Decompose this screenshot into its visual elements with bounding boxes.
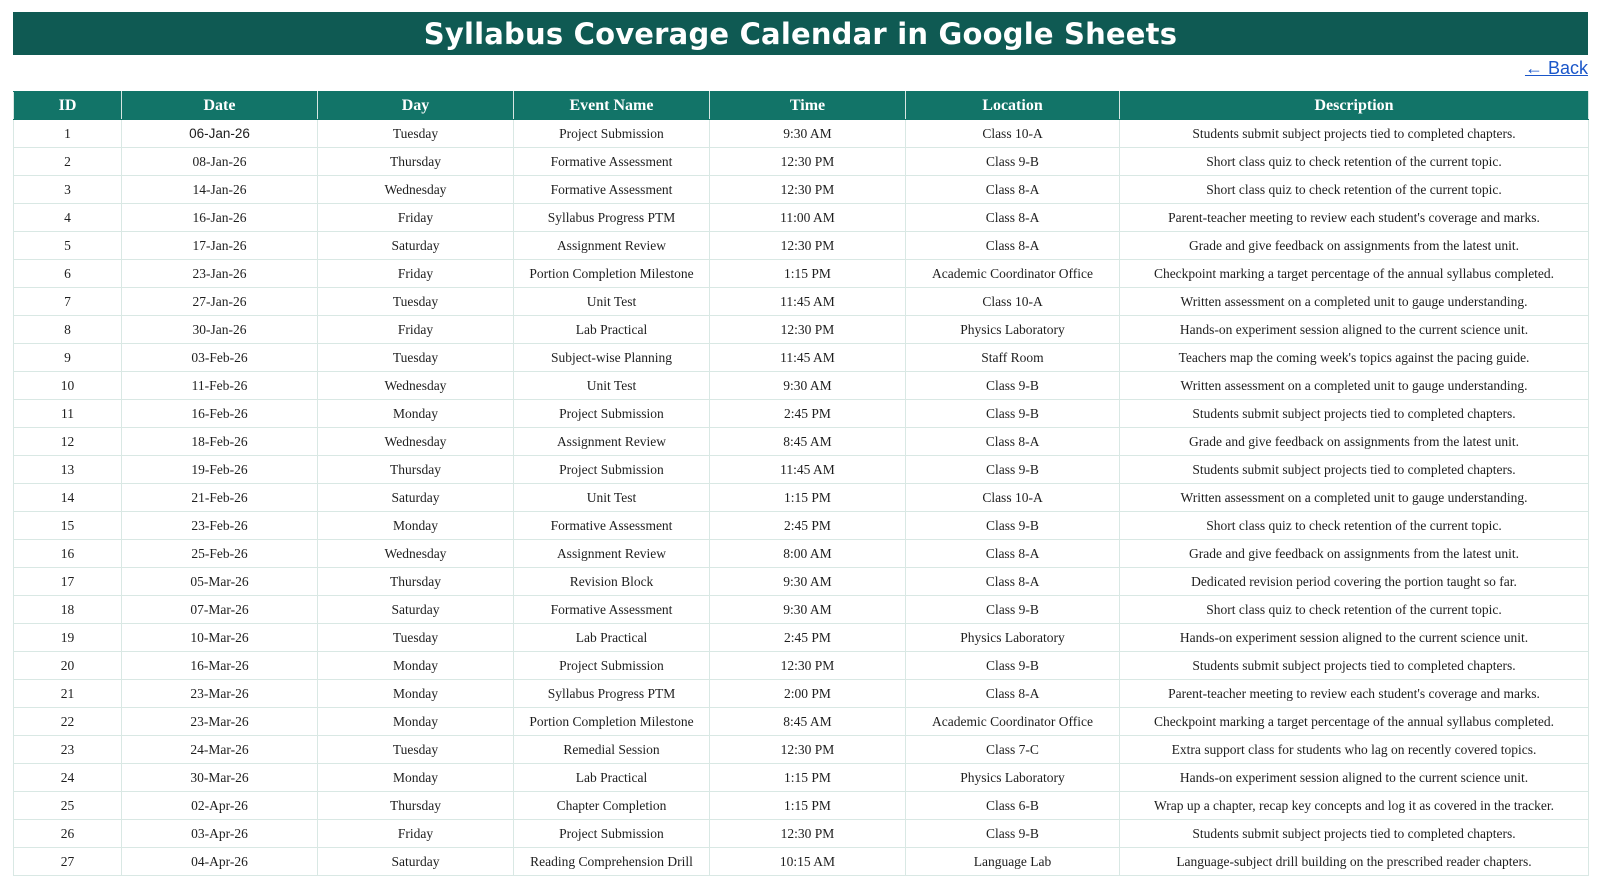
- cell-date[interactable]: 25-Feb-26: [122, 540, 318, 568]
- cell-event-name[interactable]: Lab Practical: [514, 764, 710, 792]
- cell-description[interactable]: Short class quiz to check retention of the current topic.: [1120, 176, 1589, 204]
- cell-location[interactable]: Class 8-A: [906, 176, 1120, 204]
- cell-event-name[interactable]: Unit Test: [514, 372, 710, 400]
- cell-description[interactable]: Written assessment on a completed unit to gauge understanding.: [1120, 288, 1589, 316]
- cell-day[interactable]: Tuesday: [318, 736, 514, 764]
- cell-id[interactable]: 19: [14, 624, 122, 652]
- cell-description[interactable]: Students submit subject projects tied to completed chapters.: [1120, 456, 1589, 484]
- column-header-day[interactable]: Day: [318, 92, 514, 120]
- cell-event-name[interactable]: Revision Block: [514, 568, 710, 596]
- column-header-location[interactable]: Location: [906, 92, 1120, 120]
- cell-date[interactable]: 08-Jan-26: [122, 148, 318, 176]
- cell-event-name[interactable]: Formative Assessment: [514, 148, 710, 176]
- cell-time[interactable]: 12:30 PM: [710, 232, 906, 260]
- table-row: [14, 708, 1589, 736]
- cell-location[interactable]: Class 9-B: [906, 372, 1120, 400]
- cell-day[interactable]: Friday: [318, 316, 514, 344]
- cell-event-name[interactable]: Lab Practical: [514, 316, 710, 344]
- cell-description[interactable]: Hands-on experiment session aligned to the current science unit.: [1120, 624, 1589, 652]
- cell-id[interactable]: 15: [14, 512, 122, 540]
- cell-event-name[interactable]: Assignment Review: [514, 232, 710, 260]
- cell-location[interactable]: Class 8-A: [906, 540, 1120, 568]
- cell-location[interactable]: Academic Coordinator Office: [906, 708, 1120, 736]
- table-row: [14, 372, 1589, 400]
- cell-date[interactable]: 19-Feb-26: [122, 456, 318, 484]
- cell-id[interactable]: 14: [14, 484, 122, 512]
- back-link[interactable]: ← Back: [1524, 58, 1588, 78]
- cell-description[interactable]: Checkpoint marking a target percentage of the annual syllabus completed.: [1120, 708, 1589, 736]
- cell-day[interactable]: Wednesday: [318, 428, 514, 456]
- cell-description[interactable]: Short class quiz to check retention of the current topic.: [1120, 512, 1589, 540]
- cell-description[interactable]: Short class quiz to check retention of the current topic.: [1120, 148, 1589, 176]
- cell-description[interactable]: Language-subject drill building on the prescribed reader chapters.: [1120, 848, 1589, 876]
- cell-time[interactable]: 10:15 AM: [710, 848, 906, 876]
- cell-time[interactable]: 8:45 AM: [710, 708, 906, 736]
- table-row: [14, 344, 1589, 372]
- cell-event-name[interactable]: Project Submission: [514, 400, 710, 428]
- cell-date[interactable]: 10-Mar-26: [122, 624, 318, 652]
- cell-date[interactable]: 07-Mar-26: [122, 596, 318, 624]
- cell-date[interactable]: 18-Feb-26: [122, 428, 318, 456]
- cell-day[interactable]: Monday: [318, 512, 514, 540]
- cell-event-name[interactable]: Syllabus Progress PTM: [514, 680, 710, 708]
- table-row: [14, 260, 1589, 288]
- table-row: [14, 120, 1589, 148]
- cell-day[interactable]: Wednesday: [318, 372, 514, 400]
- cell-id[interactable]: 4: [14, 204, 122, 232]
- cell-date[interactable]: 05-Mar-26: [122, 568, 318, 596]
- cell-time[interactable]: 1:15 PM: [710, 764, 906, 792]
- cell-time[interactable]: 1:15 PM: [710, 792, 906, 820]
- cell-location[interactable]: Class 9-B: [906, 820, 1120, 848]
- cell-event-name[interactable]: Syllabus Progress PTM: [514, 204, 710, 232]
- cell-description[interactable]: Students submit subject projects tied to completed chapters.: [1120, 120, 1589, 148]
- cell-location[interactable]: Class 8-A: [906, 232, 1120, 260]
- cell-id[interactable]: 7: [14, 288, 122, 316]
- cell-location[interactable]: Class 9-B: [906, 596, 1120, 624]
- cell-date[interactable]: 23-Mar-26: [122, 708, 318, 736]
- cell-day[interactable]: Tuesday: [318, 624, 514, 652]
- cell-date[interactable]: 06-Jan-26: [122, 120, 318, 148]
- cell-date[interactable]: 16-Mar-26: [122, 652, 318, 680]
- cell-location[interactable]: Physics Laboratory: [906, 316, 1120, 344]
- cell-date[interactable]: 02-Apr-26: [122, 792, 318, 820]
- cell-day[interactable]: Wednesday: [318, 176, 514, 204]
- cell-id[interactable]: 22: [14, 708, 122, 736]
- page-title: Syllabus Coverage Calendar in Google Sheets: [423, 16, 1178, 51]
- cell-location[interactable]: Class 10-A: [906, 484, 1120, 512]
- table-row: [14, 624, 1589, 652]
- cell-description[interactable]: Grade and give feedback on assignments from the latest unit.: [1120, 428, 1589, 456]
- cell-time[interactable]: 8:00 AM: [710, 540, 906, 568]
- column-header-description[interactable]: Description: [1120, 92, 1589, 120]
- cell-location[interactable]: Class 7-C: [906, 736, 1120, 764]
- cell-location[interactable]: Staff Room: [906, 344, 1120, 372]
- table-body: [14, 120, 1589, 876]
- cell-location[interactable]: Class 8-A: [906, 680, 1120, 708]
- cell-location[interactable]: Class 8-A: [906, 568, 1120, 596]
- cell-description[interactable]: Grade and give feedback on assignments from the latest unit.: [1120, 540, 1589, 568]
- cell-location[interactable]: Class 8-A: [906, 428, 1120, 456]
- cell-day[interactable]: Monday: [318, 652, 514, 680]
- table-row: [14, 316, 1589, 344]
- table-row: [14, 288, 1589, 316]
- cell-event-name[interactable]: Subject-wise Planning: [514, 344, 710, 372]
- cell-day[interactable]: Thursday: [318, 148, 514, 176]
- cell-location[interactable]: Physics Laboratory: [906, 624, 1120, 652]
- cell-time[interactable]: 12:30 PM: [710, 652, 906, 680]
- cell-date[interactable]: 03-Feb-26: [122, 344, 318, 372]
- table-row: [14, 232, 1589, 260]
- cell-description[interactable]: Hands-on experiment session aligned to the current science unit.: [1120, 316, 1589, 344]
- cell-description[interactable]: Dedicated revision period covering the portion taught so far.: [1120, 568, 1589, 596]
- cell-location[interactable]: Language Lab: [906, 848, 1120, 876]
- cell-day[interactable]: Monday: [318, 400, 514, 428]
- cell-description[interactable]: Teachers map the coming week's topics against the pacing guide.: [1120, 344, 1589, 372]
- cell-description[interactable]: Written assessment on a completed unit to gauge understanding.: [1120, 372, 1589, 400]
- cell-time[interactable]: 2:45 PM: [710, 400, 906, 428]
- cell-date[interactable]: 30-Jan-26: [122, 316, 318, 344]
- column-header-time[interactable]: Time: [710, 92, 906, 120]
- cell-location[interactable]: Class 9-B: [906, 456, 1120, 484]
- cell-description[interactable]: Hands-on experiment session aligned to the current science unit.: [1120, 764, 1589, 792]
- cell-time[interactable]: 2:45 PM: [710, 512, 906, 540]
- cell-date[interactable]: 11-Feb-26: [122, 372, 318, 400]
- cell-date[interactable]: 17-Jan-26: [122, 232, 318, 260]
- cell-id[interactable]: 24: [14, 764, 122, 792]
- cell-time[interactable]: 1:15 PM: [710, 484, 906, 512]
- cell-time[interactable]: 9:30 AM: [710, 120, 906, 148]
- cell-date[interactable]: 23-Feb-26: [122, 512, 318, 540]
- cell-location[interactable]: Class 6-B: [906, 792, 1120, 820]
- cell-description[interactable]: Students submit subject projects tied to completed chapters.: [1120, 400, 1589, 428]
- cell-date[interactable]: 23-Mar-26: [122, 680, 318, 708]
- column-header-date[interactable]: Date: [122, 92, 318, 120]
- cell-day[interactable]: Saturday: [318, 484, 514, 512]
- table-row: [14, 428, 1589, 456]
- cell-day[interactable]: Monday: [318, 708, 514, 736]
- cell-id[interactable]: 6: [14, 260, 122, 288]
- cell-id[interactable]: 1: [14, 120, 122, 148]
- cell-id[interactable]: 20: [14, 652, 122, 680]
- cell-day[interactable]: Thursday: [318, 792, 514, 820]
- cell-description[interactable]: Students submit subject projects tied to completed chapters.: [1120, 652, 1589, 680]
- cell-date[interactable]: 23-Jan-26: [122, 260, 318, 288]
- cell-event-name[interactable]: Remedial Session: [514, 736, 710, 764]
- cell-event-name[interactable]: Formative Assessment: [514, 512, 710, 540]
- cell-id[interactable]: 21: [14, 680, 122, 708]
- table-row: [14, 204, 1589, 232]
- cell-time[interactable]: 9:30 AM: [710, 372, 906, 400]
- table-row: [14, 792, 1589, 820]
- cell-time[interactable]: 9:30 AM: [710, 596, 906, 624]
- cell-id[interactable]: 2: [14, 148, 122, 176]
- table-row: [14, 456, 1589, 484]
- cell-day[interactable]: Saturday: [318, 596, 514, 624]
- cell-date[interactable]: 30-Mar-26: [122, 764, 318, 792]
- table-row: [14, 764, 1589, 792]
- cell-event-name[interactable]: Unit Test: [514, 484, 710, 512]
- cell-date[interactable]: 27-Jan-26: [122, 288, 318, 316]
- cell-id[interactable]: 25: [14, 792, 122, 820]
- cell-day[interactable]: Tuesday: [318, 120, 514, 148]
- cell-event-name[interactable]: Chapter Completion: [514, 792, 710, 820]
- cell-day[interactable]: Friday: [318, 260, 514, 288]
- cell-time[interactable]: 11:45 AM: [710, 456, 906, 484]
- cell-location[interactable]: Class 9-B: [906, 512, 1120, 540]
- cell-day[interactable]: Monday: [318, 680, 514, 708]
- cell-id[interactable]: 5: [14, 232, 122, 260]
- cell-event-name[interactable]: Lab Practical: [514, 624, 710, 652]
- cell-day[interactable]: Friday: [318, 204, 514, 232]
- table-row: [14, 540, 1589, 568]
- cell-event-name[interactable]: Project Submission: [514, 820, 710, 848]
- cell-location[interactable]: Class 8-A: [906, 204, 1120, 232]
- cell-description[interactable]: Wrap up a chapter, recap key concepts and log it as covered in the tracker.: [1120, 792, 1589, 820]
- column-header-event-name[interactable]: Event Name: [514, 92, 710, 120]
- cell-id[interactable]: 16: [14, 540, 122, 568]
- cell-description[interactable]: Extra support class for students who lag on recently covered topics.: [1120, 736, 1589, 764]
- cell-description[interactable]: Parent-teacher meeting to review each student's coverage and marks.: [1120, 204, 1589, 232]
- cell-day[interactable]: Thursday: [318, 456, 514, 484]
- table-row: [14, 568, 1589, 596]
- cell-time[interactable]: 8:45 AM: [710, 428, 906, 456]
- table-row: [14, 176, 1589, 204]
- cell-location[interactable]: Class 10-A: [906, 288, 1120, 316]
- cell-time[interactable]: 11:45 AM: [710, 344, 906, 372]
- table-row: [14, 596, 1589, 624]
- cell-event-name[interactable]: Formative Assessment: [514, 596, 710, 624]
- cell-date[interactable]: 24-Mar-26: [122, 736, 318, 764]
- cell-id[interactable]: 3: [14, 176, 122, 204]
- table-row: [14, 848, 1589, 876]
- cell-location[interactable]: Class 9-B: [906, 400, 1120, 428]
- cell-date[interactable]: 16-Jan-26: [122, 204, 318, 232]
- cell-id[interactable]: 23: [14, 736, 122, 764]
- cell-id[interactable]: 27: [14, 848, 122, 876]
- cell-event-name[interactable]: Project Submission: [514, 456, 710, 484]
- cell-event-name[interactable]: Reading Comprehension Drill: [514, 848, 710, 876]
- cell-date[interactable]: 03-Apr-26: [122, 820, 318, 848]
- column-header-id[interactable]: ID: [14, 92, 122, 120]
- cell-time[interactable]: 11:45 AM: [710, 288, 906, 316]
- table-row: [14, 820, 1589, 848]
- cell-date[interactable]: 21-Feb-26: [122, 484, 318, 512]
- cell-date[interactable]: 04-Apr-26: [122, 848, 318, 876]
- table-row: [14, 148, 1589, 176]
- cell-description[interactable]: Written assessment on a completed unit to gauge understanding.: [1120, 484, 1589, 512]
- table-row: [14, 484, 1589, 512]
- title-bar: [13, 12, 1588, 55]
- cell-time[interactable]: 12:30 PM: [710, 176, 906, 204]
- cell-location[interactable]: Class 9-B: [906, 652, 1120, 680]
- cell-id[interactable]: 17: [14, 568, 122, 596]
- calendar-table: [13, 91, 1589, 876]
- cell-event-name[interactable]: Assignment Review: [514, 540, 710, 568]
- cell-id[interactable]: 12: [14, 428, 122, 456]
- cell-description[interactable]: Checkpoint marking a target percentage of the annual syllabus completed.: [1120, 260, 1589, 288]
- table-row: [14, 652, 1589, 680]
- cell-time[interactable]: 1:15 PM: [710, 260, 906, 288]
- cell-time[interactable]: 2:45 PM: [710, 624, 906, 652]
- cell-time[interactable]: 12:30 PM: [710, 148, 906, 176]
- cell-time[interactable]: 11:00 AM: [710, 204, 906, 232]
- cell-description[interactable]: Parent-teacher meeting to review each student's coverage and marks.: [1120, 680, 1589, 708]
- cell-time[interactable]: 12:30 PM: [710, 736, 906, 764]
- cell-location[interactable]: Class 10-A: [906, 120, 1120, 148]
- cell-id[interactable]: 26: [14, 820, 122, 848]
- table-row: [14, 680, 1589, 708]
- cell-event-name[interactable]: Portion Completion Milestone: [514, 260, 710, 288]
- cell-description[interactable]: Grade and give feedback on assignments from the latest unit.: [1120, 232, 1589, 260]
- cell-event-name[interactable]: Project Submission: [514, 120, 710, 148]
- table-row: [14, 400, 1589, 428]
- cell-location[interactable]: Academic Coordinator Office: [906, 260, 1120, 288]
- cell-day[interactable]: Tuesday: [318, 288, 514, 316]
- cell-event-name[interactable]: Unit Test: [514, 288, 710, 316]
- cell-time[interactable]: 12:30 PM: [710, 820, 906, 848]
- cell-date[interactable]: 16-Feb-26: [122, 400, 318, 428]
- cell-event-name[interactable]: Portion Completion Milestone: [514, 708, 710, 736]
- cell-day[interactable]: Thursday: [318, 568, 514, 596]
- cell-location[interactable]: Class 9-B: [906, 148, 1120, 176]
- header-row: [14, 92, 1589, 120]
- cell-date[interactable]: 14-Jan-26: [122, 176, 318, 204]
- cell-day[interactable]: Tuesday: [318, 344, 514, 372]
- cell-event-name[interactable]: Project Submission: [514, 652, 710, 680]
- cell-id[interactable]: 18: [14, 596, 122, 624]
- cell-event-name[interactable]: Assignment Review: [514, 428, 710, 456]
- cell-day[interactable]: Friday: [318, 820, 514, 848]
- cell-id[interactable]: 10: [14, 372, 122, 400]
- cell-time[interactable]: 12:30 PM: [710, 316, 906, 344]
- table-row: [14, 736, 1589, 764]
- cell-id[interactable]: 9: [14, 344, 122, 372]
- cell-day[interactable]: Saturday: [318, 848, 514, 876]
- table-row: [14, 512, 1589, 540]
- cell-id[interactable]: 8: [14, 316, 122, 344]
- cell-time[interactable]: 9:30 AM: [710, 568, 906, 596]
- cell-description[interactable]: Students submit subject projects tied to completed chapters.: [1120, 820, 1589, 848]
- cell-description[interactable]: Short class quiz to check retention of the current topic.: [1120, 596, 1589, 624]
- cell-event-name[interactable]: Formative Assessment: [514, 176, 710, 204]
- cell-id[interactable]: 13: [14, 456, 122, 484]
- cell-day[interactable]: Wednesday: [318, 540, 514, 568]
- cell-time[interactable]: 2:00 PM: [710, 680, 906, 708]
- cell-day[interactable]: Monday: [318, 764, 514, 792]
- cell-id[interactable]: 11: [14, 400, 122, 428]
- cell-location[interactable]: Physics Laboratory: [906, 764, 1120, 792]
- cell-day[interactable]: Saturday: [318, 232, 514, 260]
